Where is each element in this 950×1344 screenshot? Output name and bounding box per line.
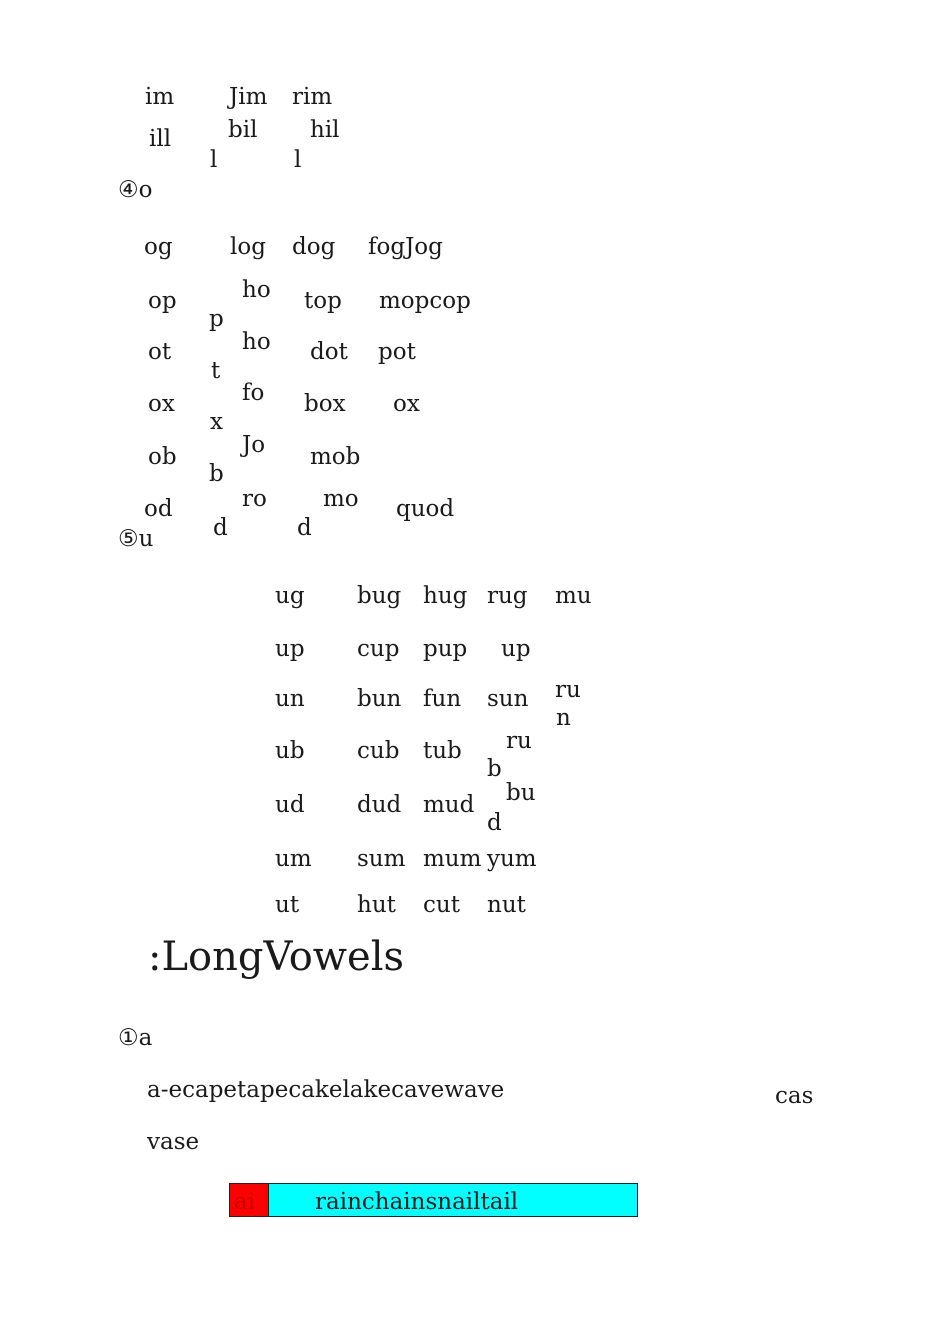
word: ut — [275, 892, 300, 918]
word: cup — [357, 636, 400, 662]
a-e-words-continued: vase — [147, 1129, 200, 1155]
word: ug — [275, 583, 305, 609]
cut-letter: t — [211, 358, 221, 384]
word: cut — [423, 892, 460, 918]
word: fo — [242, 380, 265, 406]
word-hil: hil — [310, 117, 340, 143]
a-e-words: a-ecapetapecakelakecavewave — [147, 1077, 505, 1103]
word-bil: bil — [228, 117, 258, 143]
cut-letter: l — [294, 147, 302, 173]
word: ru — [555, 677, 581, 703]
word: cub — [357, 738, 400, 764]
heading-o: ④o — [118, 177, 153, 203]
word: od — [144, 496, 173, 522]
word: og — [144, 234, 173, 260]
word: bu — [506, 780, 536, 806]
heading-a: ①a — [118, 1025, 153, 1051]
heading-u: ⑤u — [118, 526, 154, 552]
word: box — [304, 391, 346, 417]
word: mum — [423, 846, 482, 872]
word: ho — [242, 329, 271, 355]
section-title: :LongVowels — [148, 934, 405, 980]
word: bug — [357, 583, 402, 609]
word: un — [275, 686, 305, 712]
word-ill: ill — [149, 126, 172, 152]
cut-letter: d — [213, 515, 228, 541]
word: ot — [148, 339, 172, 365]
cut-word: cas — [775, 1083, 814, 1109]
word: nut — [487, 892, 526, 918]
word: bun — [357, 686, 402, 712]
word-rim: rim — [292, 84, 333, 110]
word: pot — [378, 339, 416, 365]
cut-letter: x — [210, 409, 223, 435]
word: quod — [396, 496, 455, 522]
word: op — [148, 288, 177, 314]
word-im: im — [145, 84, 175, 110]
word: yum — [487, 846, 537, 872]
word: tub — [423, 738, 462, 764]
word: mob — [310, 444, 361, 470]
word: mo — [323, 486, 359, 512]
cut-letter: d — [487, 810, 502, 836]
word: fogJog — [368, 234, 443, 260]
word: ox — [393, 391, 420, 417]
word: dot — [310, 339, 348, 365]
word: log — [230, 234, 266, 260]
word: sum — [357, 846, 406, 872]
cut-letter: b — [209, 461, 224, 487]
ai-label: ai — [234, 1189, 256, 1215]
word: um — [275, 846, 312, 872]
word: mopcop — [379, 288, 471, 314]
word: hut — [357, 892, 396, 918]
word: ub — [275, 738, 305, 764]
word: up — [501, 636, 531, 662]
cut-letter: d — [297, 515, 312, 541]
word: fun — [423, 686, 462, 712]
cut-letter: b — [487, 756, 502, 782]
word: ud — [275, 792, 305, 818]
ai-words: rainchainsnailtail — [315, 1189, 519, 1215]
word: pup — [423, 636, 468, 662]
cut-letter: n — [556, 705, 571, 731]
word: ru — [506, 728, 532, 754]
word: ob — [148, 444, 177, 470]
word: up — [275, 636, 305, 662]
cut-letter: l — [210, 147, 218, 173]
cut-letter: p — [209, 306, 224, 332]
word: ox — [148, 391, 175, 417]
word: mud — [423, 792, 475, 818]
word: rug — [487, 583, 528, 609]
word: dog — [292, 234, 336, 260]
word: mu — [555, 583, 592, 609]
word: hug — [423, 583, 468, 609]
word: dud — [357, 792, 402, 818]
word: top — [304, 288, 342, 314]
word: Jo — [242, 432, 266, 458]
word: ho — [242, 277, 271, 303]
word: sun — [487, 686, 529, 712]
word: ro — [242, 486, 267, 512]
word-jim: Jim — [229, 84, 268, 110]
